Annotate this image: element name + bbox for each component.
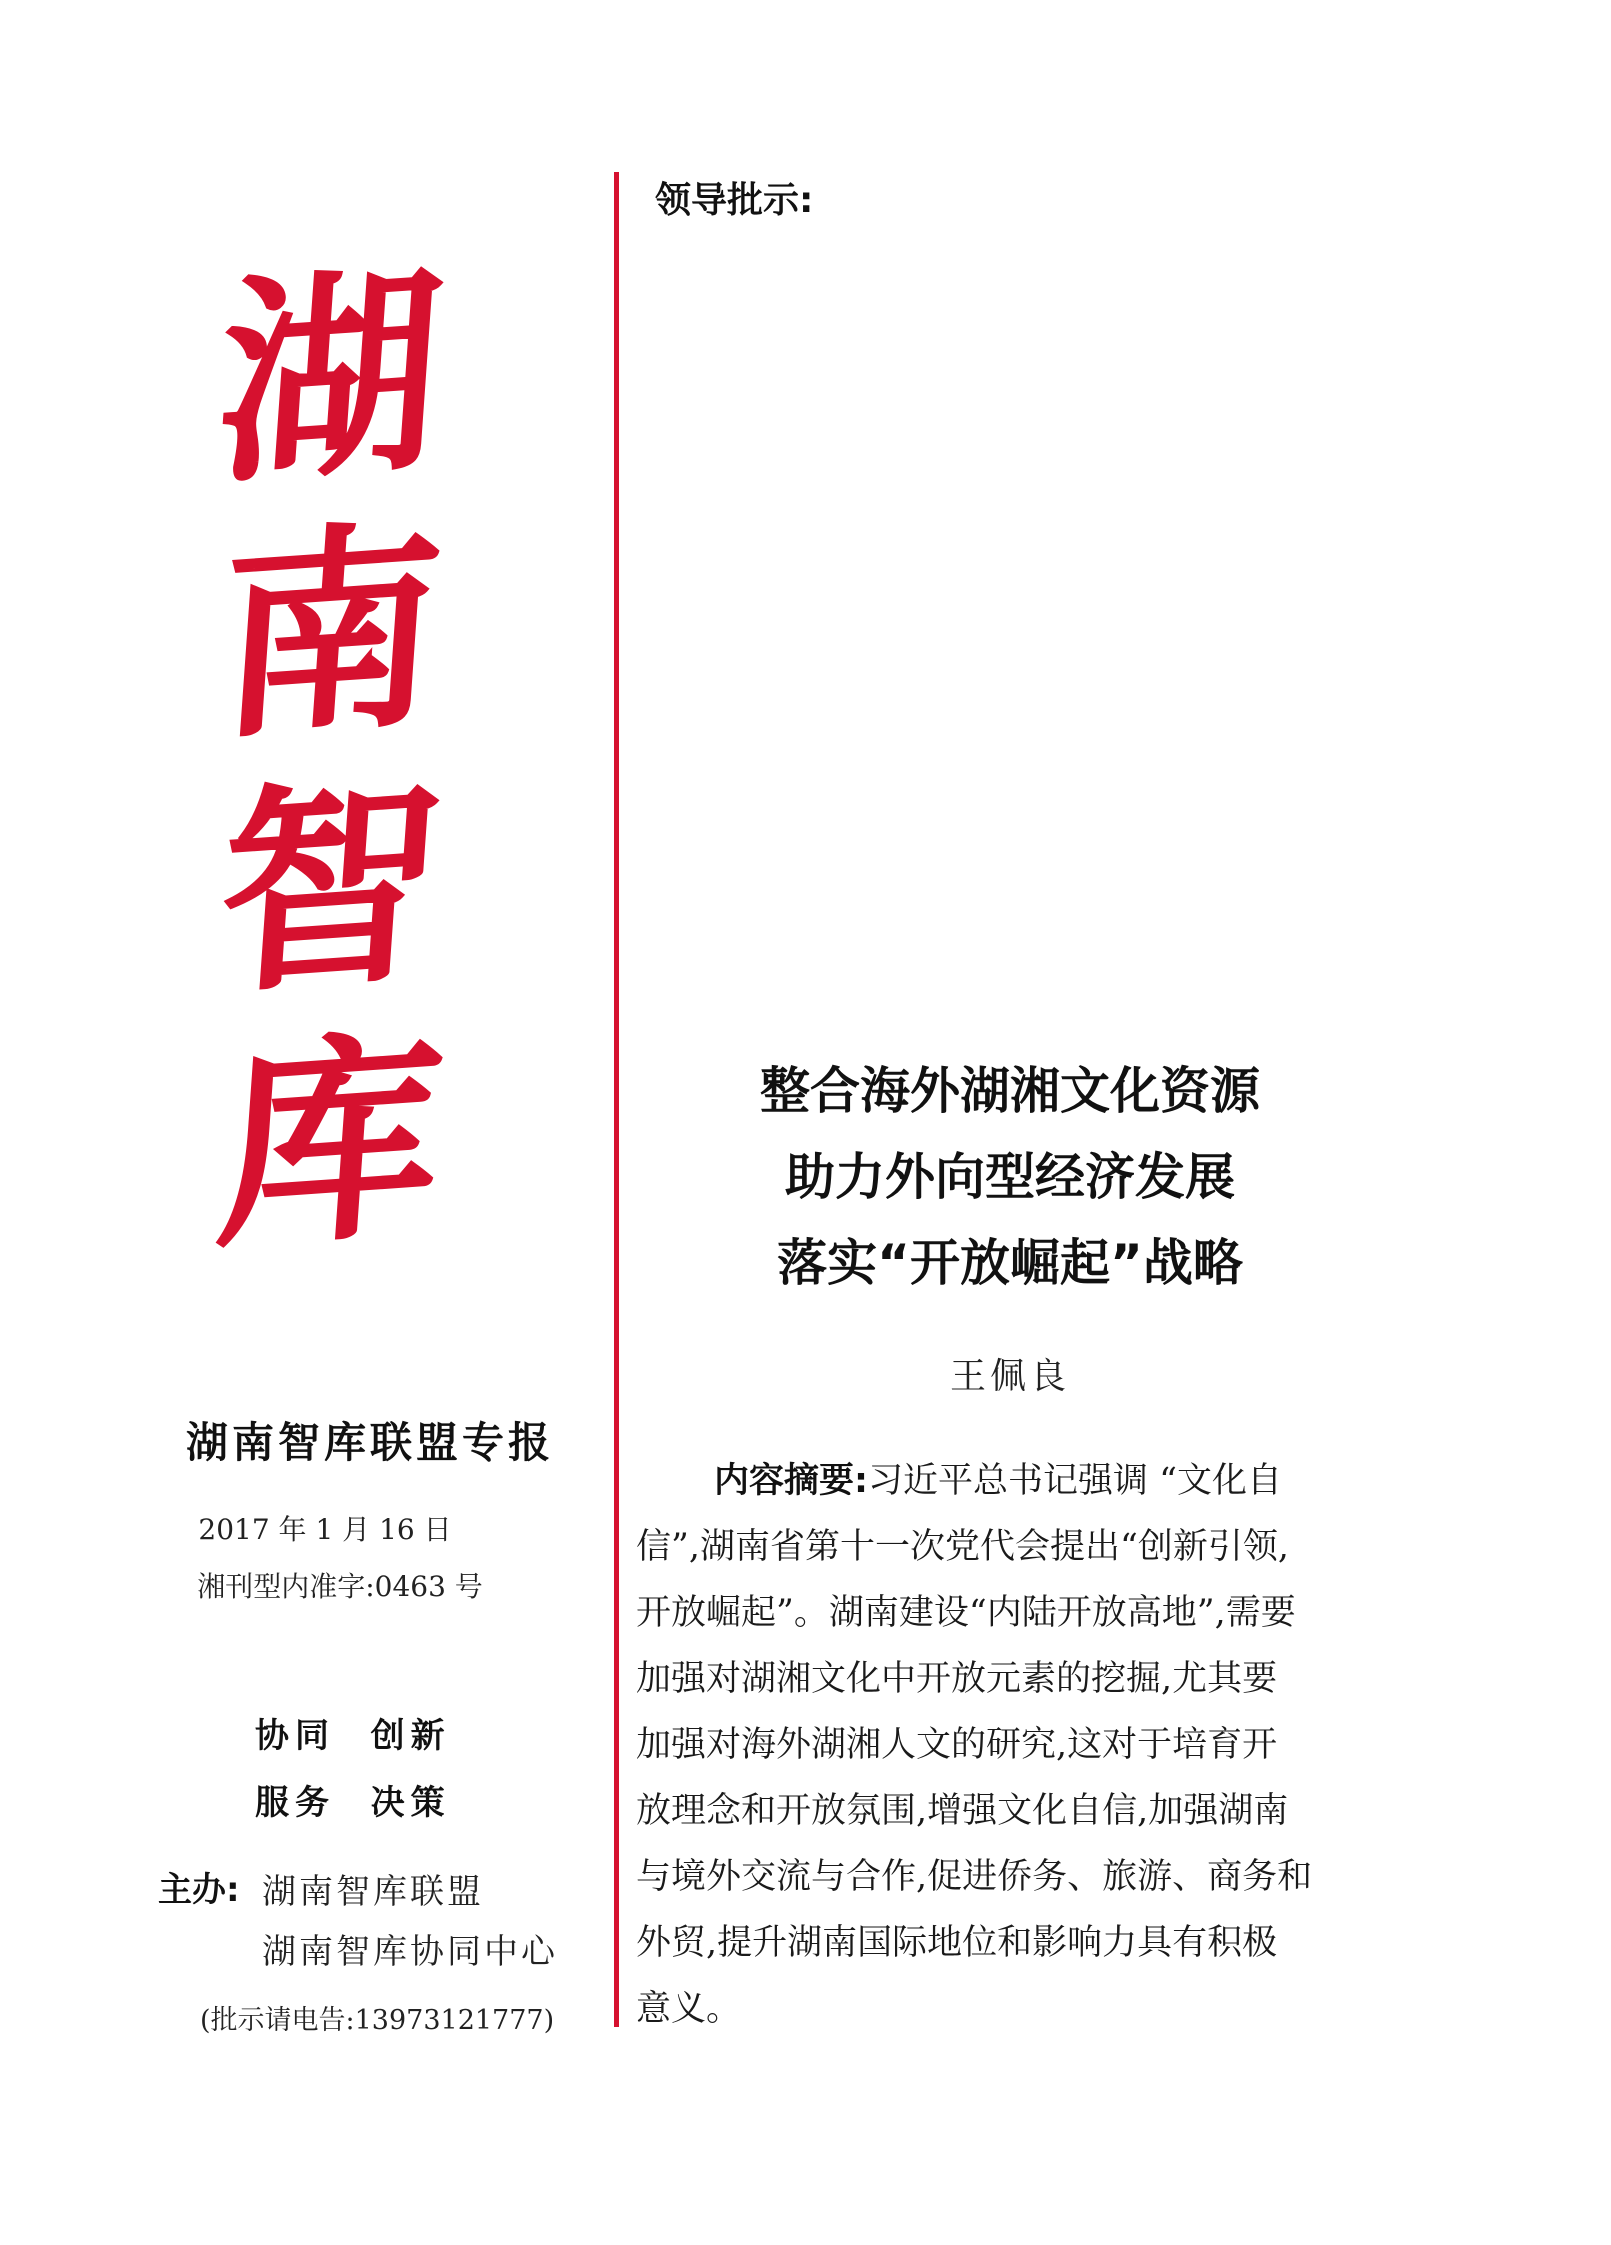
- abstract-line-2: 信”,湖南省第十一次党代会提出“创新引领,: [636, 1527, 1290, 1567]
- headline-line-3: 落实“开放崛起”战略: [777, 1234, 1243, 1292]
- abstract-line-9: 意义。: [636, 1989, 742, 2029]
- issue-date: 2017 年 1 月 16 日: [198, 1513, 452, 1546]
- sponsor-name-1: 湖南智库联盟: [262, 1872, 484, 1912]
- abstract-text-1: 习近平总书记强调 “文化自: [868, 1461, 1283, 1501]
- motto-line-2: 服务 决策: [255, 1783, 451, 1823]
- red-divider-line: [614, 172, 619, 2027]
- article-abstract: [636, 1448, 1391, 2042]
- abstract-line-5: 加强对海外湖湘人文的研究,这对于培育开: [636, 1725, 1278, 1765]
- contact-phone: (批示请电告:13973121777): [200, 2005, 555, 2036]
- logo-char-nan: 南: [210, 495, 450, 770]
- motto-line-1: 协同 创新: [255, 1716, 451, 1756]
- leader-instruction-label: 领导批示:: [655, 180, 814, 221]
- headline-line-2: 助力外向型经济发展: [785, 1148, 1235, 1206]
- abstract-line-8: 外贸,提升湖南国际地位和影响力具有积极: [636, 1923, 1278, 1963]
- sponsor-label: 主办:: [158, 1870, 240, 1910]
- abstract-line-4: 加强对湖湘文化中开放元素的挖掘,尤其要: [636, 1659, 1278, 1699]
- article-headline: [640, 1048, 1380, 1306]
- logo-char-ku: 库: [210, 1005, 450, 1280]
- publication-permit: 湘刊型内准字:0463 号: [197, 1570, 483, 1603]
- abstract-line-7: 与境外交流与合作,促进侨务、旅游、商务和: [636, 1857, 1313, 1897]
- abstract-line-3: 开放崛起”。湖南建设“内陆开放高地”,需要: [636, 1593, 1296, 1633]
- sponsor-name-2: 湖南智库协同中心: [262, 1932, 558, 1972]
- bulletin-title: 湖南智库联盟专报: [185, 1418, 554, 1467]
- headline-line-1: 整合海外湖湘文化资源: [760, 1062, 1260, 1120]
- abstract-line-1: [636, 1448, 1391, 1514]
- article-author: 王佩良: [949, 1356, 1070, 1397]
- abstract-label: 内容摘要:: [714, 1461, 868, 1501]
- logo-char-zhi: 智: [210, 750, 450, 1025]
- abstract-line-6: 放理念和开放氛围,增强文化自信,加强湖南: [636, 1791, 1289, 1831]
- logo-char-hu: 湖: [210, 240, 450, 515]
- calligraphy-logo: [200, 240, 460, 1280]
